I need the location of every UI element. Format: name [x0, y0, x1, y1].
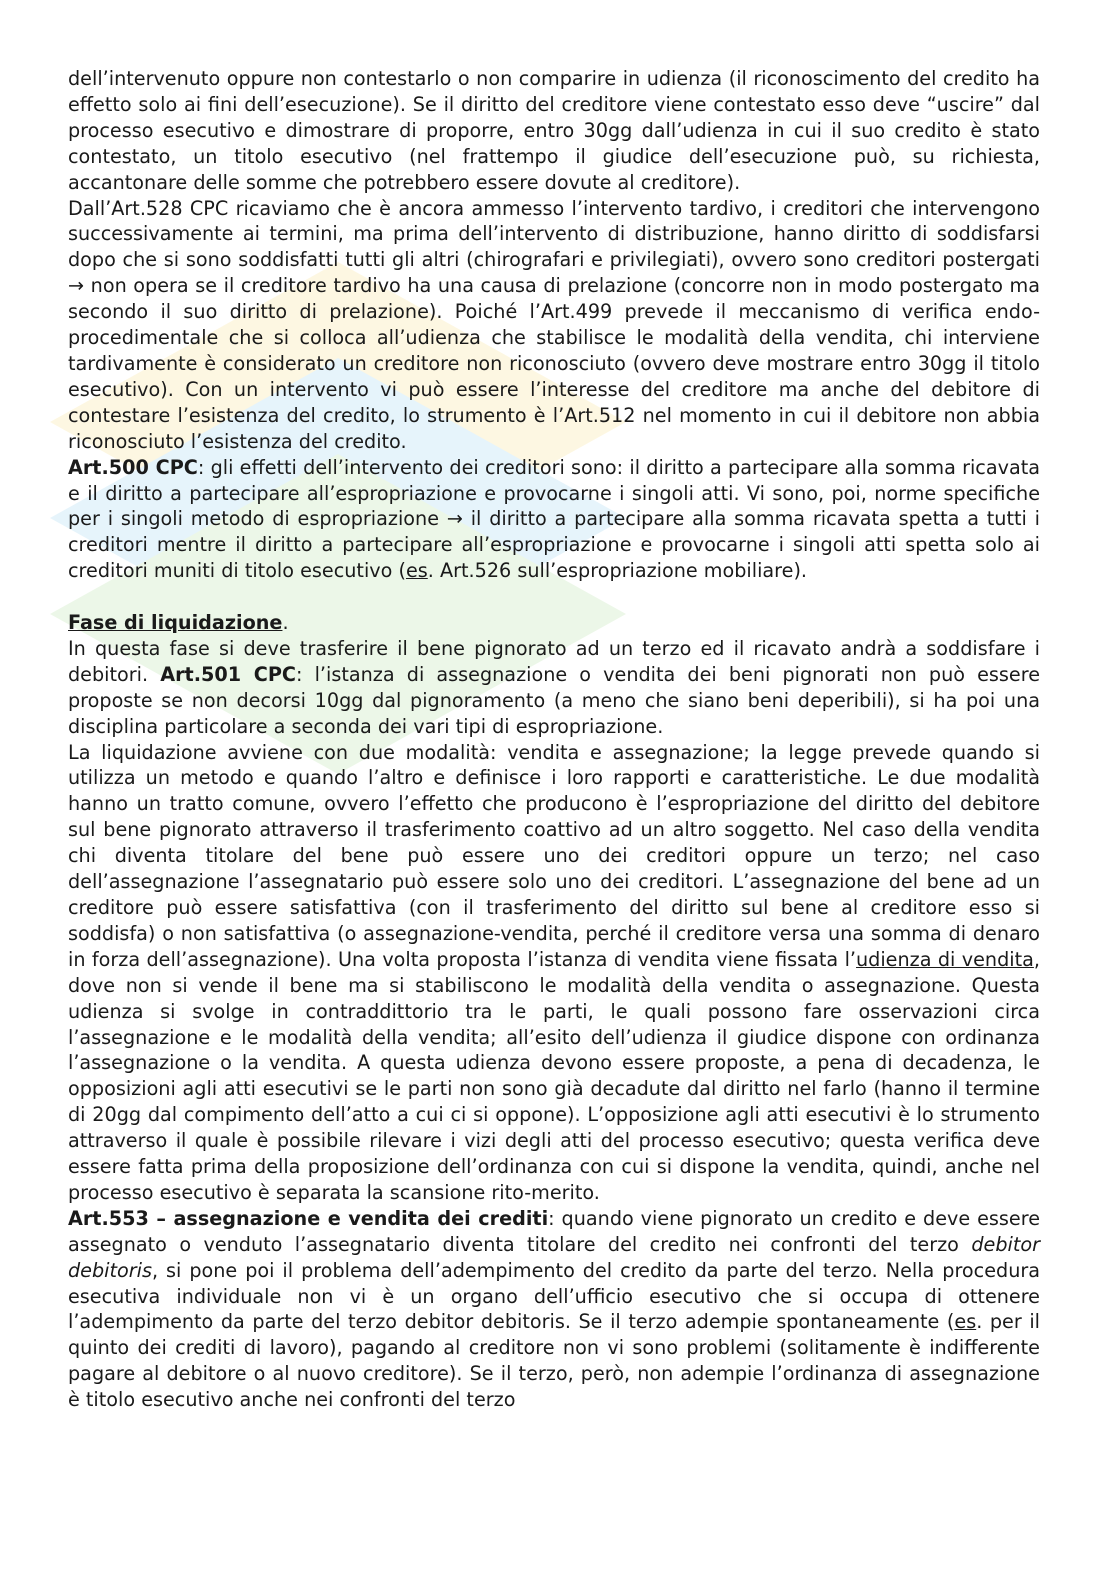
text-run: : gli effetti dell’intervento dei creditori sono: il diritto a partecipare alla somma ricavata e il diritto a partecipare all’espropriazione e provocarne i singoli atti. Vi sono, poi, norme specifiche per i singoli metodo di espropriazione [68, 455, 1040, 531]
text-run: : l’istanza di assegnazione o vendita dei beni pignorati non può essere proposte se non decorsi 10gg dal pignoramento (a meno che siano beni deperibili), si ha poi una disciplina particolare a seconda dei vari tipi di espropriazione. [68, 662, 1041, 738]
bold-term: Art.553 – assegnazione e vendita dei crediti [68, 1206, 549, 1230]
text-run: . per il quinto dei crediti di lavoro), pagando al creditore non vi sono problemi (solitamente è indifferente pagare al debitore o al nuovo creditore). Se il terzo, però, non adempie l’ordinanza di assegnazione è titolo esecutivo anche nei confronti del terzo [68, 1310, 1040, 1412]
liquidation-paragraph [68, 740, 1040, 1206]
bold-term: Art.500 CPC [68, 455, 198, 479]
arrow-icon: → [68, 274, 85, 298]
italic-term: debitor debitoris [68, 1232, 1040, 1282]
bold-term: Fase di liquidazione [68, 611, 283, 635]
text-run: . [282, 611, 289, 635]
section-heading-liquidazione [68, 610, 1040, 636]
text-run: : quando viene pignorato un credito e deve essere assegnato o venduto l’assegnatario diventa titolare del credito nei confronti del terzo [68, 1206, 1041, 1256]
intro-paragraph [68, 66, 1040, 196]
underlined-term: es [954, 1310, 977, 1334]
text-run: dell’intervenuto oppure non contestarlo o non comparire in udienza (il riconoscimento del credito ha effetto solo ai fini dell’esecuzione). Se il diritto del creditore viene contestato esso deve “uscire” dal processo esecutivo e dimostrare di proporre, entro 30gg dall’udienza in cui il suo credito è stato contestato, un titolo esecutivo (nel frattempo il giudice dell’esecuzione può, su richiesta, accantonare delle somme che potrebbero essere dovute al creditore). [68, 67, 1040, 194]
underlined-term: udienza di vendita [856, 947, 1034, 971]
text-run: La liquidazione avviene con due modalità: vendita e assegnazione; la legge prevede quando si utilizza un metodo e quando l’altro e definisce i loro rapporti e caratteristiche. Le due modalità hanno un tratto comune, ovvero l’effetto che producono è l’espropriazione del diritto del debitore sul bene pignorato attraverso il trasferimento coattivo ad un altro soggetto. Nel caso della vendita chi diventa titolare del bene può essere uno dei creditori oppure un terzo; nel caso dell’assegnazione l’assegnatario può essere solo uno dei creditori. L’assegnazione del bene ad un creditore può essere satisfattiva (con il trasferimento del diritto sul bene al creditore esso si soddisfa) o non satisfattiva (o assegnazione-vendita, perché il creditore versa una somma di denaro in forza dell’assegnazione). Una volta proposta l’istanza di vendita viene fissata l’ [68, 740, 1040, 971]
art501-paragraph [68, 636, 1040, 740]
paragraph-spacer [68, 584, 1040, 610]
text-run: , dove non si vende il bene ma si stabiliscono le modalità della vendita o assegnazione. Questa udienza si svolge in contraddittorio tra le parti, le quali possono fare osservazioni circa l’assegnazione e le modalità della vendita; all’esito dell’udienza il giudice dispone con ordinanza l’assegnazione o la vendita. A questa udienza devono essere proposte, a pena di decadenza, le opposizioni agli atti esecutivi se le parti non sono già decadute dal diritto nel farlo (hanno il termine di 20gg dal compimento dell’atto a cui ci si oppone). L’opposizione agli atti esecutivi è lo strumento attraverso il quale è possibile rilevare i vizi degli atti del processo esecutivo; questa verifica deve essere fatta prima della proposizione dell’ordinanza con cui si dispone la vendita, quindi, anche nel processo esecutivo è separata la scansione rito-merito. [68, 947, 1040, 1204]
text-run: non opera se il creditore tardivo ha una causa di prelazione (concorre non in modo postergato ma secondo il suo diritto di prelazione). Poiché l’Art.499 prevede il meccanismo di verifica endo-procedimentale che si colloca all’udienza che stabilisce le modalità della vendita, chi interviene tardivamente è considerato un creditore non riconosciuto (ovvero deve mostrare entro 30gg il titolo esecutivo). Con un intervento vi può essere l’interesse del creditore ma anche del debitore di contestare l’esistenza del credito, lo strumento è l’Art.512 nel momento in cui il debitore non abbia riconosciuto l’esistenza del credito. [68, 274, 1040, 453]
text-run: , si pone poi il problema dell’adempimento del credito da parte del terzo. Nella procedura esecutiva individuale non vi è un organo dell’ufficio esecutivo che si occupa di ottenere l’adempimento da parte del terzo debitor debitoris. Se il terzo adempie spontaneamente ( [68, 1258, 1040, 1334]
art500-paragraph [68, 455, 1040, 585]
text-run: In questa fase si deve trasferire il bene pignorato ad un terzo ed il ricavato andrà a soddisfare i debitori. [68, 636, 1040, 686]
arrow-icon: → [446, 507, 463, 531]
underlined-term: es [405, 559, 428, 583]
bold-term: Art.501 CPC [160, 662, 296, 686]
text-run: Dall’Art.528 CPC ricaviamo che è ancora ammesso l’intervento tardivo, i creditori che intervengono successivamente ai termini, ma prima dell’intervento di distribuzione, hanno diritto di soddisfarsi dopo che si sono soddisfatti tutti gli altri (chirografari e privilegiati), ovvero sono creditori postergati [68, 196, 1040, 272]
document-body [68, 66, 1040, 1413]
text-run: . Art.526 sull’espropriazione mobiliare). [427, 559, 808, 583]
text-run: il diritto a partecipare alla somma ricavata spetta a tutti i creditori mentre il diritto a partecipare all’espropriazione e provocarne i singoli atti spetta solo ai creditori muniti di titolo esecutivo ( [68, 507, 1040, 583]
art528-paragraph [68, 196, 1040, 455]
art553-paragraph [68, 1206, 1040, 1413]
